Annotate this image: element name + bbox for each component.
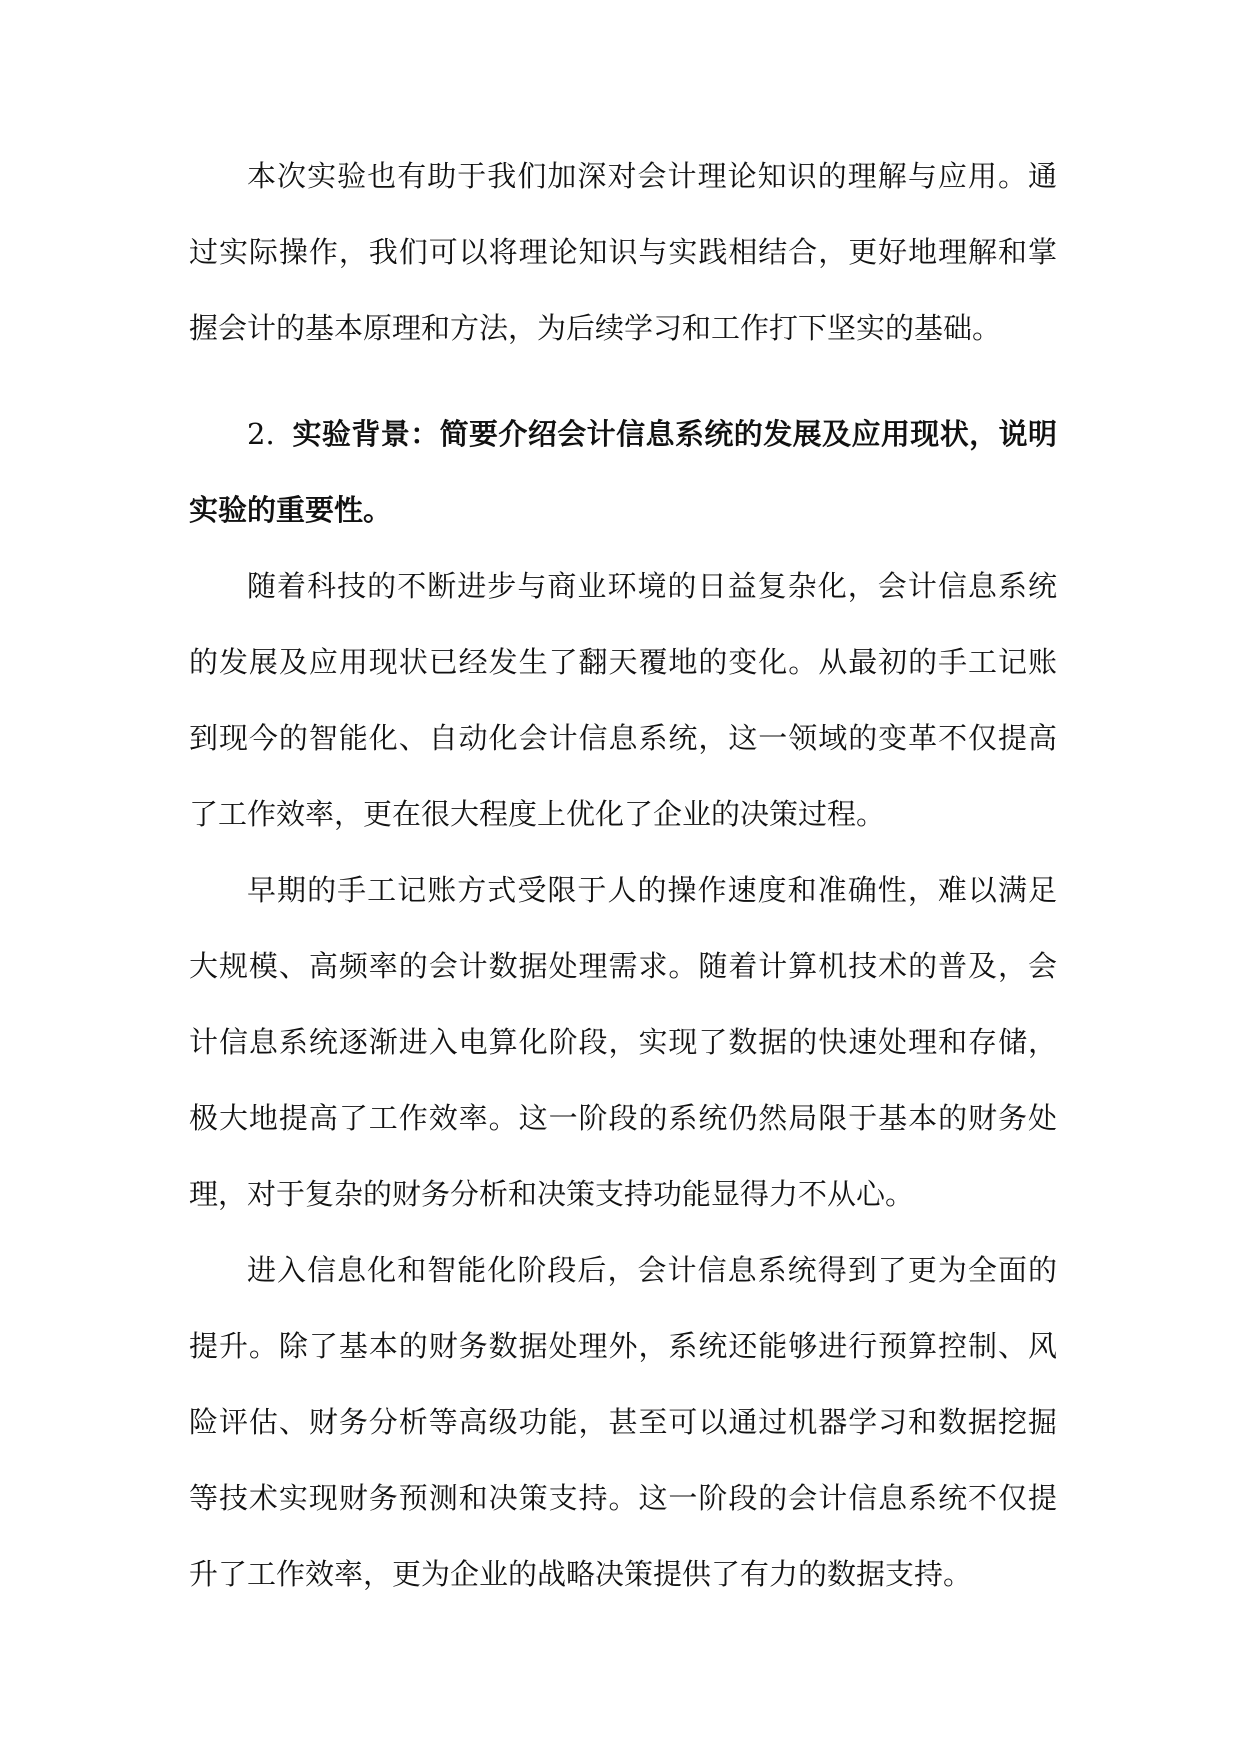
body-paragraph-2: 早期的手工记账方式受限于人的操作速度和准确性，难以满足大规模、高频率的会计数据处理需求。随着计算机技术的普及，会计信息系统逐渐进入电算化阶段，实现了数据的快速处理和存储，极大地提高了工作效率。这一阶段的系统仍然局限于基本的财务处理，对于复杂的财务分析和决策支持功能显得力不从心。 bbox=[189, 873, 1057, 1211]
intro-paragraph: 本次实验也有助于我们加深对会计理论知识的理解与应用。通过实际操作，我们可以将理论知识与实践相结合，更好地理解和掌握会计的基本原理和方法，为后续学习和工作打下坚实的基础。 bbox=[189, 159, 1057, 345]
section-heading bbox=[189, 396, 1057, 548]
section-spacer bbox=[189, 366, 1057, 396]
body-paragraph-1: 随着科技的不断进步与商业环境的日益复杂化，会计信息系统的发展及应用现状已经发生了翻天覆地的变化。从最初的手工记账到现今的智能化、自动化会计信息系统，这一领域的变革不仅提高了工作效率，更在很大程度上优化了企业的决策过程。 bbox=[189, 569, 1057, 831]
document-body bbox=[189, 138, 1057, 1612]
section-title: 实验背景：简要介绍会计信息系统的发展及应用现状，说明实验的重要性。 bbox=[189, 417, 1057, 527]
body-paragraph-3: 进入信息化和智能化阶段后，会计信息系统得到了更为全面的提升。除了基本的财务数据处理外，系统还能够进行预算控制、风险评估、财务分析等高级功能，甚至可以通过机器学习和数据挖掘等技术实现财务预测和决策支持。这一阶段的会计信息系统不仅提升了工作效率，更为企业的战略决策提供了有力的数据支持。 bbox=[189, 1253, 1057, 1591]
section-number: 2. bbox=[247, 417, 275, 451]
